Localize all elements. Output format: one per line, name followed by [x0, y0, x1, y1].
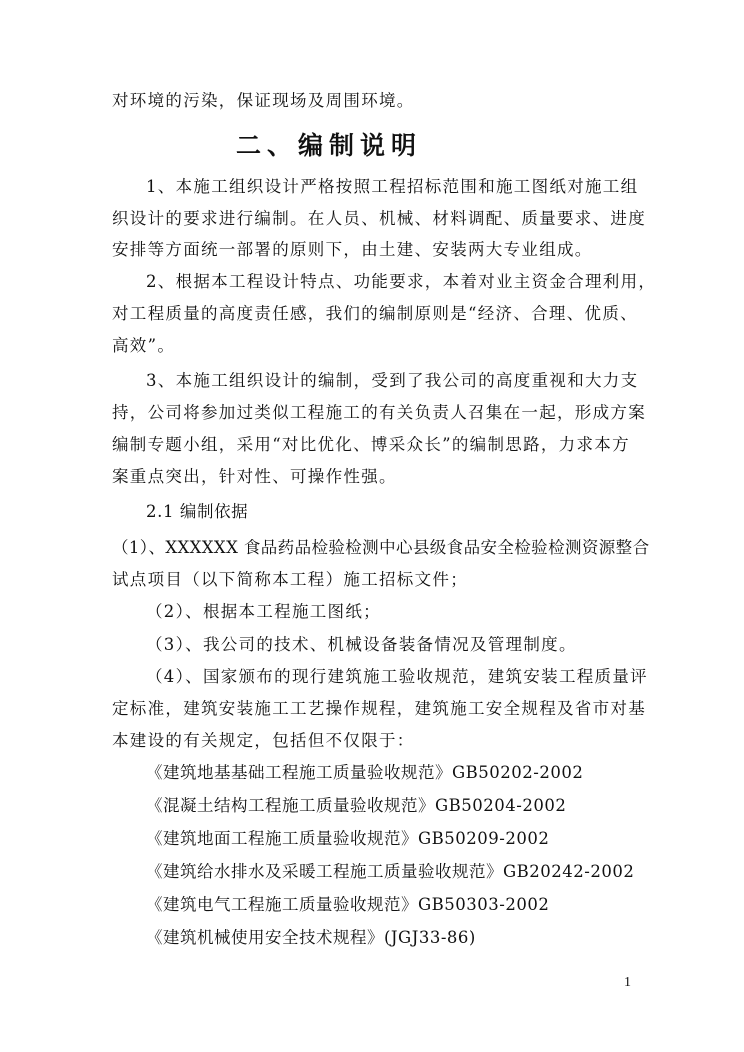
paragraph-3-line: 案重点突出，针对性、可操作性强。 [112, 467, 397, 486]
paragraph-3-line: 编制专题小组，采用“对比优化、博采众长”的编制思路，力求本方 [112, 435, 630, 454]
basis-item-4-line: 本建设的有关规定，包括但不仅限于： [112, 731, 415, 750]
basis-item-4-line: 定标准，建筑安装施工工艺操作规程，建筑施工安全规程及省市对基 [112, 699, 646, 718]
basis-item-4-line: （4）、国家颁布的现行建筑施工验收规范，建筑安装工程质量评 [146, 667, 648, 686]
paragraph-3-line: 持，公司将参加过类似工程施工的有关负责人召集在一起，形成方案 [112, 403, 646, 422]
text-line: 对环境的污染，保证现场及周围环境。 [112, 91, 415, 110]
standard-item: 《建筑给水排水及采暖工程施工质量验收规范》GB20242-2002 [146, 862, 635, 881]
section-heading: 二、编制说明 [236, 131, 423, 160]
standard-item: 《混凝土结构工程施工质量验收规范》GB50204-2002 [146, 796, 567, 815]
paragraph-2-line: 2、根据本工程设计特点、功能要求，本着对业主资金合理利用， [146, 272, 657, 291]
paragraph-2-line: 对工程质量的高度责任感，我们的编制原则是“经济、合理、优质、 [112, 304, 638, 323]
paragraph-1-line: 安排等方面统一部署的原则下，由土建、安装两大专业组成。 [112, 240, 593, 259]
basis-item-3: （3）、我公司的技术、机械设备装备情况及管理制度。 [146, 635, 577, 654]
subsection-heading: 2.1 编制依据 [146, 502, 249, 521]
standard-item: 《建筑机械使用安全技术规程》(JGJ33-86) [146, 928, 476, 947]
standard-item: 《建筑地基基础工程施工质量验收规范》GB50202-2002 [146, 763, 584, 782]
paragraph-1-line: 1、本施工组织设计严格按照工程招标范围和施工图纸对施工组 [146, 177, 639, 196]
basis-item-2: （2）、根据本工程施工图纸； [146, 602, 381, 621]
paragraph-2-line: 高效”。 [112, 336, 176, 355]
basis-item-1-line: 试点项目（以下简称本工程）施工招标文件； [112, 570, 468, 589]
page-number: 1 [624, 975, 631, 990]
standard-item: 《建筑地面工程施工质量验收规范》GB50209-2002 [146, 829, 550, 848]
paragraph-3-line: 3、本施工组织设计的编制，受到了我公司的高度重视和大力支 [146, 371, 639, 390]
standard-item: 《建筑电气工程施工质量验收规范》GB50303-2002 [146, 895, 550, 914]
basis-item-1-line: （1）、XXXXXX 食品药品检验检测中心县级食品安全检验检测资源整合 [112, 538, 650, 557]
paragraph-1-line: 织设计的要求进行编制。在人员、机械、材料调配、质量要求、进度 [112, 209, 646, 228]
